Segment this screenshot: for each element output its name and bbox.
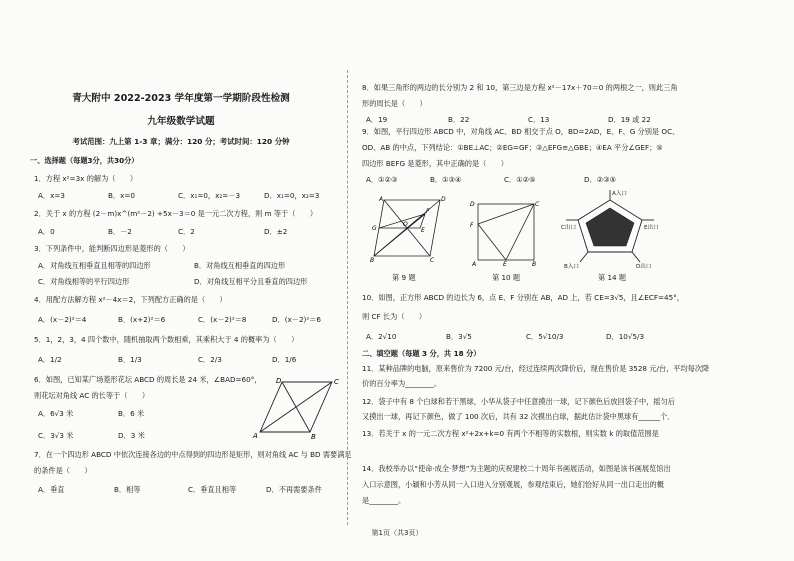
q5-option-c: C．2/3 (198, 355, 222, 364)
q6-stem-2: 则花坛对角线 AC 的长等于（ ） (34, 391, 150, 400)
q14-line2: 入口示意图，小颖和小芳从同一入口进入分别观展，参观结束后，她们恰好从同一出口走出的概 (362, 480, 664, 489)
svg-text:A: A (379, 196, 384, 203)
school-title: 青大附中 2022-2023 学年度第一学期阶段性检测 (72, 93, 290, 104)
q4-option-d: D．(x－2)²＝6 (272, 315, 321, 324)
q10-option-b: B．3√5 (446, 332, 472, 341)
svg-text:E: E (503, 261, 507, 266)
figure9-caption: 第 9 题 (392, 273, 416, 282)
q2-stem: 2．关于 x 的方程 (2－m)x^(m²－2) +5x－3＝0 是一元二次方程，则 m 等于（ ） (34, 209, 318, 218)
page-footer: 第1页（共3页） (371, 529, 423, 537)
svg-text:G: G (372, 225, 377, 232)
svg-text:D: D (441, 196, 446, 203)
q9-stem: 9．如图，平行四边形 ABCD 中，对角线 AC、BD 相交于点 O，BD=2AD，E、F、G 分别是 OC、 (362, 127, 680, 136)
q1-option-d: D．x₁=0，x₂=3 (264, 191, 320, 200)
q2-option-c: C．2 (178, 227, 195, 236)
q2-option-a: A．0 (38, 227, 55, 236)
q7-stem: 7．在一个四边形 ABCD 中依次连接各边的中点得到的四边形是矩形，则对角线 AC 与 BD 需要满足 (34, 450, 352, 459)
q12-line2: 又摸出一球，再记下颜色，做了 100 次后，共有 32 次摸出白球，据此估计袋中黑球有______个． (362, 412, 675, 421)
q5-option-b: B．1/3 (118, 355, 142, 364)
q4-option-a: A．(x－2)²＝4 (38, 315, 87, 324)
paper-title: 九年级数学试题 (147, 116, 215, 127)
q7-option-c: C．垂直且相等 (188, 485, 237, 494)
q5-option-d: D．1/6 (272, 355, 297, 364)
section2-title: 二、填空题（每题 3 分，共 18 分） (362, 349, 481, 358)
q3-stem: 3．下列条件中，能判断四边形是菱形的（ ） (34, 244, 190, 253)
q9-stem-2: OD、AB 的中点，下列结论：①BE⊥AC；②EG=GF；③△EFG≌△GBE；④EA 平分∠GEF；⑤ (362, 143, 663, 152)
q7-option-b: B．相等 (114, 485, 141, 494)
fig14-label-b: B入口 (564, 264, 580, 270)
fig14-label-c: C出口 (561, 225, 577, 231)
q6-option-c: C．3√3 米 (38, 431, 74, 440)
figure14-caption: 第 14 题 (598, 273, 627, 282)
q1-option-b: B．x=0 (108, 191, 135, 200)
q8-option-a: A．19 (366, 115, 388, 124)
q14-line1: 14．我校举办以“使命·成全·梦想”为主题的庆祝建校二十周年书画展活动，如图是该书画展览馆出 (362, 464, 671, 473)
svg-text:B: B (532, 261, 537, 266)
fig14-label-e: E出口 (644, 225, 659, 231)
q7-stem-2: 的条件是（ ） (34, 466, 92, 475)
figure10-caption: 第 10 题 (492, 273, 521, 282)
right-column (358, 0, 778, 561)
q9-option-d: D．②③⑤ (584, 175, 617, 184)
q10-option-c: C．5√10/3 (526, 332, 564, 341)
svg-text:C: C (535, 201, 540, 208)
q14-exhibition-hall-figure (558, 186, 668, 270)
q5-option-a: A．1/2 (38, 355, 62, 364)
q9-stem-3: 四边形 BEFG 是菱形，其中正确的是（ ） (362, 159, 508, 168)
q2-option-b: B．－2 (108, 227, 132, 236)
q2-option-d: D．±2 (264, 227, 288, 236)
svg-text:A: A (253, 432, 258, 440)
q4-option-b: B．(x+2)²＝6 (118, 315, 166, 324)
svg-text:F: F (470, 222, 474, 229)
left-column (22, 0, 352, 561)
q1-option-c: C．x₁=0，x₂=－3 (178, 191, 241, 200)
q8-option-d: D．19 或 22 (608, 115, 651, 124)
q8-stem: 8．如果三角形的两边的长分别为 2 和 10，第三边是方程 x²－17x＋70＝0 的两根之一，则此三角 (362, 83, 678, 92)
q3-option-c: C．对角线相等的平行四边形 (38, 277, 130, 286)
svg-text:A: A (472, 261, 477, 266)
q10-square-figure (468, 198, 542, 266)
q8-option-b: B．22 (448, 115, 470, 124)
q9-parallelogram-figure (370, 194, 448, 264)
svg-text:O: O (403, 221, 408, 228)
svg-text:C: C (334, 378, 339, 386)
q8-option-c: C．13 (528, 115, 550, 124)
q6-option-a: A．6√3 米 (38, 409, 74, 418)
exam-info: 考试范围：九上第 1-3 章；满分：120 分；考试时间：120 分钟 (72, 137, 290, 146)
svg-text:F: F (426, 208, 430, 215)
q14-line3: 是________。 (362, 496, 406, 505)
q1-option-a: A．x=3 (38, 191, 65, 200)
q13-line1: 13．若关于 x 的一元二次方程 x²+2x+k=0 有两个不相等的实数根，则实数 k 的取值范围是 (362, 429, 659, 438)
q4-option-c: C．(x－2)²＝8 (198, 315, 247, 324)
q10-stem: 10．如图，正方形 ABCD 的边长为 6，点 E、F 分别在 AB，AD 上，若 CE=3√5，且∠ECF=45°， (362, 293, 684, 302)
q9-option-a: A．①②③ (366, 175, 398, 184)
q8-stem-2: 形的周长是（ ） (362, 99, 427, 108)
q6-option-b: B．6 米 (118, 409, 145, 418)
svg-text:B: B (370, 257, 375, 264)
q10-stem-2: 则 CF 长为（ ） (362, 312, 427, 321)
q11-line1: 11．某种品牌的电脑，原来售价为 7200 元/台，经过连续两次降价后，现在售价是 3528 元/台，平均每次降 (362, 364, 710, 373)
column-divider (347, 70, 349, 525)
fig14-label-d: D出口 (636, 264, 652, 270)
svg-text:E: E (421, 227, 425, 234)
q12-line1: 12．袋子中有 8 个白球和若干黑球，小华从袋子中任意摸出一球，记下颜色后放回袋子中，摇匀后 (362, 397, 675, 406)
q5-stem: 5．1，2，3，4 四个数中，随机抽取两个数相乘，其乘积大于 4 的概率为（ ） (34, 335, 299, 344)
q1-stem: 1．方程 x²=3x 的解为（ ） (34, 174, 138, 183)
q3-option-d: D．对角线互相平分且垂直的四边形 (194, 277, 308, 286)
q7-option-a: A．垂直 (38, 485, 65, 494)
q10-option-d: D．10√5/3 (606, 332, 645, 341)
q7-option-d: D．不再需要条件 (266, 485, 322, 494)
fig14-label-a: A入口 (612, 191, 628, 197)
q10-option-a: A．2√10 (366, 332, 397, 341)
q3-option-a: A．对角线互相垂直且相等的四边形 (38, 261, 151, 270)
q9-option-b: B．①③④ (430, 175, 462, 184)
q11-line2: 价的百分率为________。 (362, 379, 442, 388)
q6-option-d: D．3 米 (118, 431, 145, 440)
q4-stem: 4．用配方法解方程 x²－4x＝2，下列配方正确的是（ ） (34, 295, 227, 304)
q3-option-b: B．对角线互相垂直的四边形 (194, 261, 286, 270)
q6-stem: 6．如图，已知某广场菱形花坛 ABCD 的周长是 24 米，∠BAD=60°， (34, 375, 262, 384)
q9-option-c: C．①②⑤ (504, 175, 536, 184)
svg-text:C: C (430, 257, 435, 264)
svg-text:B: B (311, 433, 316, 440)
section1-title: 一、选择题（每题3分，共30分） (30, 156, 139, 165)
q6-rhombus-figure (250, 376, 342, 440)
svg-text:D: D (276, 377, 282, 385)
svg-text:D: D (470, 201, 475, 208)
